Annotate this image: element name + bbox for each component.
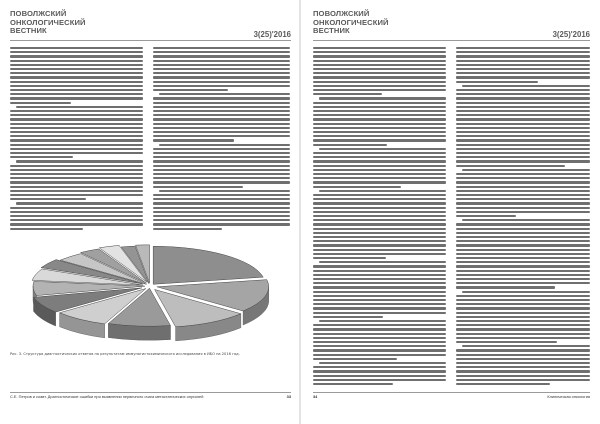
text-line [456,278,590,280]
text-line [10,194,143,196]
text-line [153,228,222,230]
text-line [313,249,446,251]
text-line [313,60,446,62]
text-line [319,148,446,150]
text-line [456,333,590,335]
text-line [313,215,446,217]
text-line [153,85,290,87]
text-line [153,131,290,133]
footer-rule [313,392,590,393]
journal-title: ПОВОЛЖСКИЙ ОНКОЛОГИЧЕСКИЙ ВЕСТНИК [10,9,86,36]
text-line [10,123,143,125]
text-line [313,333,446,335]
text-line [313,177,446,179]
text-line [456,110,590,112]
text-line [313,194,446,196]
text-line [153,198,290,200]
text-line [456,135,590,137]
text-line [153,47,290,49]
text-line [456,114,590,116]
text-line [462,169,590,171]
text-line [456,89,590,91]
text-line [313,144,387,146]
text-line [456,118,590,120]
text-line [153,165,290,167]
text-line [456,139,590,141]
text-line [313,173,446,175]
text-line [153,148,290,150]
text-line [456,51,590,53]
text-line [313,131,446,133]
issue-number: 3(25)'2016 [253,30,291,39]
pie-chart [10,238,290,350]
text-line [153,186,243,188]
text-line [153,89,228,91]
text-line [456,249,590,251]
text-line [456,370,590,372]
header-rule [10,40,291,41]
text-line [456,366,590,368]
text-line [313,152,446,154]
text-line [456,102,590,104]
text-line [10,139,143,141]
text-line [153,202,290,204]
text-line [10,102,71,104]
text-line [456,207,590,209]
right-page [301,0,600,424]
text-line [313,341,446,343]
text-line [313,303,446,305]
text-line [456,328,590,330]
text-line [456,295,590,297]
text-line [153,76,290,78]
text-line [153,127,290,129]
text-line [313,345,446,347]
left-page [0,0,299,424]
text-line [159,190,290,192]
text-line [10,64,143,66]
pie-figure [10,238,290,350]
text-line [16,160,143,162]
text-column-1 [313,46,446,388]
text-line [313,106,446,108]
text-line [456,93,590,95]
text-line [313,324,446,326]
text-line [456,316,590,318]
text-line [313,379,446,381]
text-line [456,244,590,246]
text-line [456,341,557,343]
text-line [153,207,290,209]
text-line [319,190,446,192]
text-line [456,274,590,276]
text-line [456,286,555,288]
text-line [153,64,290,66]
text-line [313,295,446,297]
text-line [456,232,590,234]
text-line [456,261,590,263]
text-line [153,169,290,171]
text-line [10,223,143,225]
figure-caption: Рис. 3. Структура диагностических ответов по результатам иммуногистохимического исследования в ИБО на 2016 год. [10,352,240,356]
text-line [153,223,290,225]
text-line [456,307,590,309]
text-line [313,160,446,162]
text-line [456,152,590,154]
header-rule [313,40,590,41]
text-line [313,186,401,188]
text-line [456,240,590,242]
text-line [10,81,143,83]
text-line [10,85,143,87]
text-line [313,232,446,234]
text-line [153,211,290,213]
text-line [10,169,143,171]
text-line [10,215,143,217]
text-line [10,211,143,213]
text-line [10,173,143,175]
text-line [10,60,143,62]
text-line [10,144,143,146]
text-line [456,375,590,377]
text-line [10,72,143,74]
text-line [456,148,590,150]
text-line [10,118,143,120]
text-column-1 [10,46,143,234]
text-line [313,72,446,74]
text-line [313,370,446,372]
text-line [313,270,446,272]
text-line [456,312,590,314]
text-line [313,207,446,209]
text-line [313,93,382,95]
text-line [313,118,446,120]
text-line [10,165,143,167]
text-line [10,190,143,192]
text-line [319,261,446,263]
text-line [456,228,590,230]
text-line [313,307,446,309]
text-line [456,354,590,356]
text-line [10,152,143,154]
text-line [456,265,590,267]
text-line [456,123,590,125]
text-line [456,81,538,83]
text-line [313,47,446,49]
text-line [153,152,290,154]
text-line [456,358,590,360]
text-line [10,148,143,150]
text-line [153,60,290,62]
text-line [313,85,446,87]
text-line [159,93,290,95]
text-line [462,219,590,221]
text-column-2 [456,46,590,388]
text-column-2 [153,46,290,234]
text-line [153,102,290,104]
text-line [313,64,446,66]
text-line [456,303,590,305]
text-line [456,173,590,175]
text-line [313,156,446,158]
text-line [313,89,446,91]
text-line [456,181,590,183]
text-line [313,223,446,225]
text-line [462,345,590,347]
text-line [456,223,590,225]
text-line [10,207,143,209]
text-line [456,156,590,158]
text-line [153,194,290,196]
text-line [10,114,143,116]
issue-number: 3(25)'2016 [552,30,590,39]
pie-slice [153,246,263,284]
text-line [153,110,290,112]
text-line [456,76,590,78]
text-line [456,324,590,326]
page-number: 34 [313,394,318,399]
running-footer: Клиническая онкология [547,394,590,399]
text-line [456,257,590,259]
text-line [153,135,290,137]
text-line [313,219,446,221]
text-line [456,177,590,179]
text-line [456,186,590,188]
text-line [313,76,446,78]
text-line [313,169,446,171]
text-line [462,85,590,87]
text-line [456,194,590,196]
text-line [153,181,290,183]
text-line [313,375,446,377]
text-line [153,156,290,158]
journal-title: ПОВОЛЖСКИЙ ОНКОЛОГИЧЕСКИЙ ВЕСТНИК [313,9,389,36]
text-line [10,89,143,91]
text-line [313,257,386,259]
text-line [462,291,590,293]
text-line [313,354,446,356]
text-line [10,97,143,99]
text-line [456,198,590,200]
text-line [313,68,446,70]
text-line [456,60,590,62]
text-line [10,156,73,158]
footer-rule [10,392,291,393]
text-line [153,177,290,179]
text-line [10,181,143,183]
text-line [456,236,590,238]
text-line [313,278,446,280]
text-line [313,139,446,141]
text-line [313,123,446,125]
text-line [10,228,83,230]
text-line [10,76,143,78]
text-line [313,81,446,83]
text-line [313,274,446,276]
text-line [456,362,590,364]
text-line [456,211,590,213]
text-line [313,240,446,242]
text-line [153,160,290,162]
text-line [313,286,446,288]
text-line [10,68,143,70]
text-line [456,72,590,74]
text-line [456,131,590,133]
text-line [10,219,143,221]
text-line [456,320,590,322]
text-line [313,312,446,314]
text-line [153,114,290,116]
text-line [313,198,446,200]
text-line [313,135,446,137]
text-line [456,47,590,49]
text-line [153,215,290,217]
text-line [159,144,290,146]
text-line [153,118,290,120]
text-line [153,97,290,99]
text-line [456,383,550,385]
text-line [313,337,446,339]
text-line [313,291,446,293]
text-line [456,202,590,204]
text-line [313,328,446,330]
text-line [313,55,446,57]
text-line [456,215,516,217]
text-line [313,211,446,213]
text-line [313,110,446,112]
text-line [313,102,446,104]
text-line [153,55,290,57]
text-line [10,47,143,49]
text-line [10,177,143,179]
text-line [313,265,446,267]
text-line [10,186,143,188]
text-line [153,139,234,141]
text-line [456,253,590,255]
text-line [456,106,590,108]
text-line [153,219,290,221]
text-line [456,337,590,339]
text-line [153,81,290,83]
text-line [313,358,397,360]
text-line [456,64,590,66]
text-line [10,93,143,95]
page-number: 33 [286,394,291,399]
text-line [456,144,590,146]
text-line [456,127,590,129]
text-line [313,228,446,230]
text-line [16,106,143,108]
text-line [319,362,446,364]
text-line [16,202,143,204]
text-line [313,253,446,255]
text-line [319,97,446,99]
text-line [10,127,143,129]
text-line [456,299,590,301]
text-line [313,349,446,351]
text-line [313,236,446,238]
text-line [153,68,290,70]
text-line [10,51,143,53]
text-line [313,165,446,167]
text-line [319,320,446,322]
text-line [313,114,446,116]
text-line [456,270,590,272]
text-line [153,72,290,74]
text-line [313,316,383,318]
text-line [10,135,143,137]
text-line [153,51,290,53]
text-line [313,127,446,129]
text-line [313,299,446,301]
text-line [313,202,446,204]
text-line [153,123,290,125]
text-line [10,198,86,200]
text-line [313,181,446,183]
text-line [153,106,290,108]
text-line [313,51,446,53]
text-line [456,379,590,381]
text-line [10,131,143,133]
running-footer: С.Е. Петров и соавт. Диагностические ошибки при выявлении первичного очага метастатических опухолей [10,394,204,399]
text-line [456,160,590,162]
text-line [456,68,590,70]
text-line [313,383,393,385]
text-line [313,282,446,284]
text-line [313,244,446,246]
text-line [313,366,446,368]
text-line [456,282,590,284]
text-line [456,97,590,99]
text-line [10,110,143,112]
text-line [153,173,290,175]
text-line [10,55,143,57]
text-line [456,165,565,167]
text-line [456,55,590,57]
text-line [456,190,590,192]
text-line [456,349,590,351]
